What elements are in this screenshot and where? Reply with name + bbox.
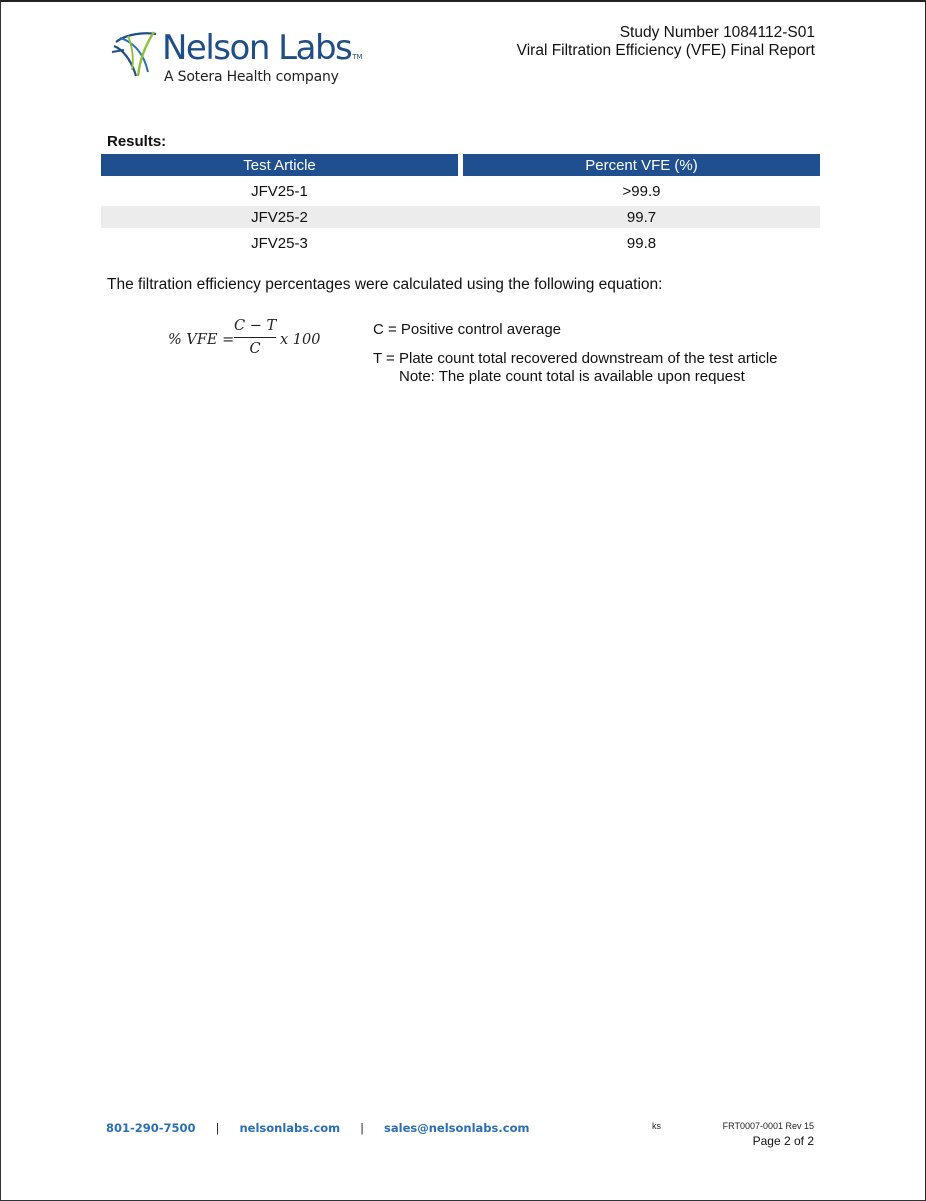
logo-tagline: A Sotera Health company [164, 69, 339, 85]
report-title: Viral Filtration Efficiency (VFE) Final Report [516, 42, 815, 59]
column-header-test-article: Test Article [101, 154, 458, 176]
equation-multiplier: x 100 [280, 332, 321, 348]
footer-email-link[interactable]: sales@nelsonlabs.com [384, 1121, 530, 1135]
form-number: FRT0007-0001 Rev 15 [722, 1121, 814, 1131]
results-heading: Results: [107, 133, 167, 150]
footer-website-link[interactable]: nelsonlabs.com [239, 1121, 341, 1135]
test-article-cell: JFV25-2 [251, 208, 308, 226]
footer-separator: | [215, 1121, 220, 1135]
equation-fraction [234, 318, 276, 357]
company-logo [108, 28, 368, 92]
fraction-bar [234, 337, 276, 338]
column-header-percent-vfe: Percent VFE (%) [463, 154, 820, 176]
equation-denominator: C [249, 341, 261, 357]
equation-numerator: C − T [234, 318, 277, 334]
definition-note: Note: The plate count total is available upon request [399, 368, 745, 385]
table-row [101, 232, 820, 254]
table-row [101, 180, 820, 202]
definition-t: T = Plate count total recovered downstream of the test article [373, 350, 778, 367]
equation-intro: The filtration efficiency percentages were calculated using the following equation: [107, 276, 663, 293]
study-number: Study Number 1084112-S01 [619, 24, 815, 41]
report-header [517, 24, 815, 60]
nelson-labs-logo-icon [110, 28, 164, 80]
test-article-cell: JFV25-3 [251, 234, 308, 252]
trademark-mark: TM [352, 53, 363, 61]
equation-lhs: % VFE = [168, 332, 235, 348]
footer-separator: | [360, 1121, 365, 1135]
logo-wordmark: Nelson LabsTM [162, 28, 363, 68]
page-number: Page 2 of 2 [752, 1134, 814, 1148]
percent-vfe-cell: >99.9 [622, 182, 661, 200]
percent-vfe-cell: 99.7 [626, 208, 657, 226]
definition-c: C = Positive control average [373, 321, 562, 338]
table-row [101, 206, 820, 228]
footer-contacts [106, 1121, 529, 1135]
percent-vfe-cell: 99.8 [626, 234, 657, 252]
preparer-initials: ks [652, 1121, 661, 1131]
test-article-cell: JFV25-1 [251, 182, 308, 200]
footer-phone-link[interactable]: 801-290-7500 [106, 1121, 196, 1135]
